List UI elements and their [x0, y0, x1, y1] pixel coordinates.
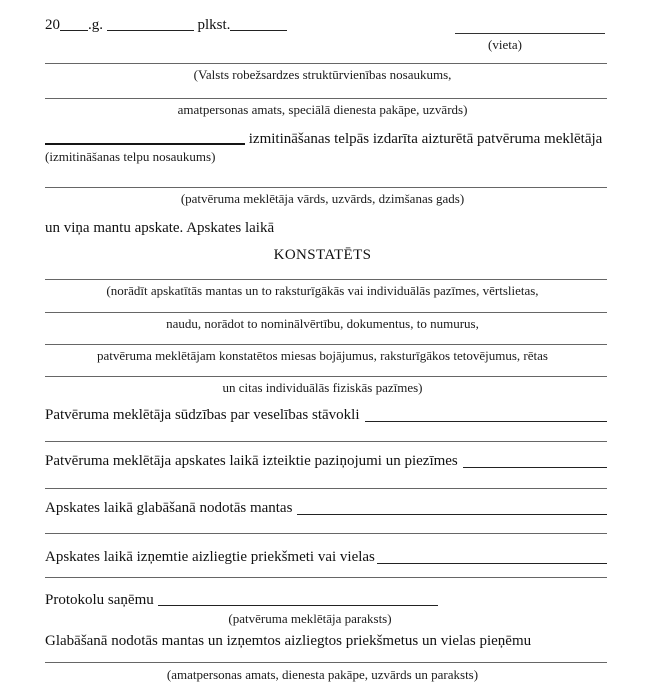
- field-label: Patvēruma meklētāja sūdzības par veselības stāvokli: [45, 407, 360, 423]
- field-blank: [463, 467, 607, 468]
- field-label: Patvēruma meklētāja apskates laikā izteiktie paziņojumi un piezīmes: [45, 453, 458, 469]
- acceptance-blank-line: [45, 662, 607, 663]
- receipt-line: [45, 591, 438, 609]
- year-blank: [60, 30, 88, 31]
- premises-line: [45, 130, 602, 148]
- institution-blank-line-1: [45, 63, 607, 64]
- field-continuation-line-3: [45, 533, 607, 534]
- field-label: Apskates laikā glabāšanā nodotās mantas: [45, 500, 293, 516]
- receipt-signature-blank: [158, 605, 438, 606]
- field-blank: [377, 563, 607, 564]
- field-row-stored-items: [45, 499, 607, 517]
- section-heading: KONSTATĒTS: [273, 247, 372, 263]
- premises-blank: [45, 143, 245, 145]
- premises-caption: (izmitināšanas telpu nosaukums): [45, 149, 216, 164]
- field-continuation-line-2: [45, 488, 607, 489]
- field-continuation-line-4: [45, 577, 607, 578]
- seeker-caption: (patvēruma meklētāja vārds, uzvārds, dzimšanas gads): [180, 191, 465, 206]
- year-suffix: .g.: [88, 17, 103, 33]
- findings-blank-line-4: [45, 376, 607, 377]
- findings-caption-2: naudu, norādot to nominālvērtību, dokumentus, to numurus,: [166, 316, 479, 331]
- institution-caption-2: amatpersonas amats, speciālā dienesta pakāpe, uzvārds): [177, 102, 468, 117]
- findings-blank-line-2: [45, 312, 607, 313]
- receipt-label: Protokolu saņēmu: [45, 592, 154, 608]
- place-caption: (vieta): [488, 37, 522, 52]
- findings-caption-4: un citas individuālās fiziskās pazīmes): [222, 380, 423, 395]
- date-time-line: [45, 16, 287, 34]
- findings-caption-3: patvēruma meklētājam konstatētos miesas bojājumus, raksturīgākos tetovējumus, rētas: [97, 348, 548, 363]
- field-label: Apskates laikā izņemtie aizliegtie priekšmeti vai vielas: [45, 549, 375, 565]
- institution-caption-1: (Valsts robežsardzes struktūrvienības nosaukums,: [193, 67, 452, 82]
- intro-text: un viņa mantu apskate. Apskates laikā: [45, 220, 275, 236]
- findings-blank-line-3: [45, 344, 607, 345]
- premises-text: izmitināšanas telpās izdarīta aizturētā patvēruma meklētāja: [248, 131, 603, 147]
- place-blank: [455, 13, 605, 34]
- acceptance-caption: (amatpersonas amats, dienesta pakāpe, uzvārds un paraksts): [166, 667, 479, 682]
- receipt-caption: (patvēruma meklētāja paraksts): [228, 611, 392, 626]
- seeker-blank-line: [45, 187, 607, 188]
- field-blank: [297, 514, 607, 515]
- field-blank: [365, 421, 608, 422]
- time-blank: [230, 30, 287, 31]
- field-row-health-complaints: [45, 406, 607, 424]
- findings-caption-1: (norādīt apskatītās mantas un to raksturīgākās vai individuālās pazīmes, vērtslietas,: [106, 283, 539, 298]
- acceptance-text: Glabāšanā nodotās mantas un izņemtos aizliegtos priekšmetus un vielas pieņēmu: [45, 633, 532, 649]
- field-row-seized-items: [45, 548, 607, 566]
- date-blank: [107, 30, 194, 31]
- field-continuation-line-1: [45, 441, 607, 442]
- findings-blank-line-1: [45, 279, 607, 280]
- field-row-statements-remarks: [45, 452, 607, 470]
- year-prefix: 20: [45, 17, 60, 33]
- institution-blank-line-2: [45, 98, 607, 99]
- time-label: plkst.: [197, 17, 231, 33]
